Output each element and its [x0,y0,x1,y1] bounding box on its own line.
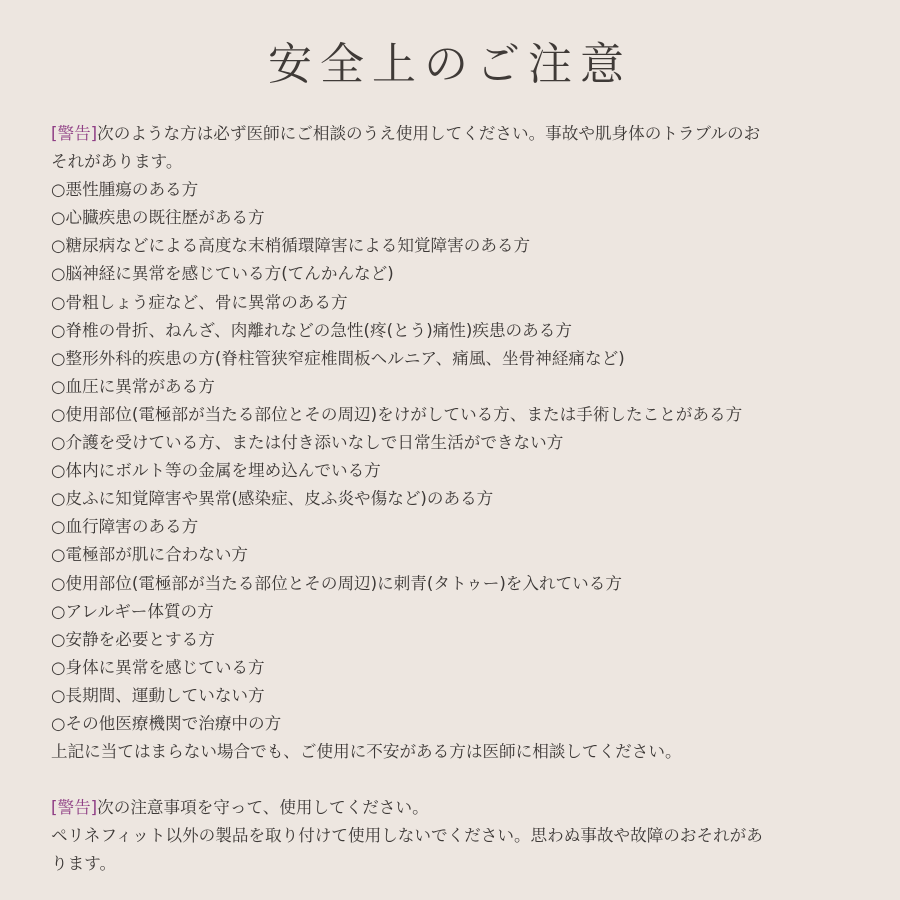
list-item: ○電極部が肌に合わない方 [51,545,249,565]
warning-tag: [警告] [51,798,98,818]
warning-tag: [警告] [51,124,98,143]
list-item: ○皮ふに知覚障害や異常(感染症、皮ふ炎や傷など)のある方 [51,489,494,509]
warning-intro-text: 次のような方は必ず医師にご相談のうえ使用してください。事故や肌身体のトラブルのお [97,124,761,143]
list-item: ○その他医療機関で治療中の方 [51,713,282,733]
warning-body-line-2: ります。 [51,854,117,874]
list-item: ○血圧に異常がある方 [51,376,215,396]
list-item: ○体内にボルト等の金属を埋め込んでいる方 [51,461,381,481]
list-item: ○骨粗しょう症など、骨に異常のある方 [51,292,348,312]
warning-intro-line-2: それがあります。 [51,152,183,172]
list-item: ○身体に異常を感じている方 [51,657,265,677]
warning-section-2 [51,794,866,878]
warning-intro-line-1 [51,120,866,148]
list-item: ○アレルギー体質の方 [51,601,214,621]
list-item: ○血行障害のある方 [51,517,199,537]
warning-intro-line [51,794,866,822]
list-item: ○悪性腫瘍のある方 [51,180,199,200]
list-item: ○心臓疾患の既往歴がある方 [51,208,265,228]
list-item: ○安静を必要とする方 [51,629,215,649]
list-item: ○整形外科的疾患の方(脊柱管狭窄症椎間板ヘルニア、痛風、坐骨神経痛など) [51,348,625,368]
warning-section-1 [51,120,866,766]
list-item: ○介護を受けている方、または付き添いなしで日常生活ができない方 [51,433,564,453]
contraindication-list [51,176,866,738]
list-item: ○脊椎の骨折、ねんざ、肉離れなどの急性(疼(とう)痛性)疾患のある方 [51,320,572,340]
list-item: ○使用部位(電極部が当たる部位とその周辺)に刺青(タトゥー)を入れている方 [51,573,622,593]
safety-notes [51,120,866,878]
list-item: ○長期間、運動していない方 [51,685,265,705]
warning-body-line-1: ペリネフィット以外の製品を取り付けて使用しないでください。思わぬ事故や故障のおそれがあ [51,826,763,846]
closing-note: 上記に当てはまらない場合でも、ご使用に不安がある方は医師に相談してください。 [51,742,682,762]
warning-intro-text: 次の注意事項を守って、使用してください。 [97,798,429,818]
section-spacer [51,766,866,794]
list-item: ○脳神経に異常を感じている方(てんかんなど) [51,264,394,284]
list-item: ○糖尿病などによる高度な末梢循環障害による知覚障害のある方 [51,236,531,256]
page-title: 安全上のご注意 [268,39,632,90]
list-item: ○使用部位(電極部が当たる部位とその周辺)をけがしている方、または手術したことがある方 [51,404,743,424]
